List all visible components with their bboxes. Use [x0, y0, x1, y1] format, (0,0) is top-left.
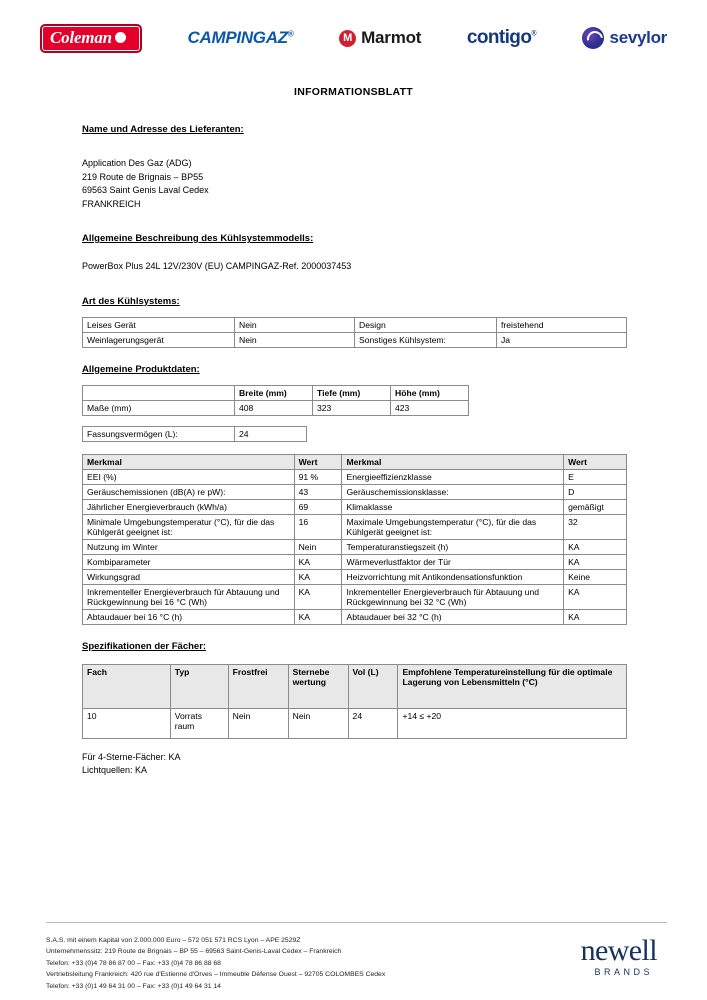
- table-row: [83, 317, 627, 332]
- column-header-width: Breite (mm): [235, 385, 313, 400]
- table-row: [83, 584, 627, 609]
- cell-value: KA: [564, 554, 627, 569]
- supplier-heading: Name und Adresse des Lieferanten:: [82, 124, 244, 135]
- cell-compartment: 10: [83, 708, 171, 738]
- cell-feature: Geräuschemissionsklasse:: [342, 484, 564, 499]
- coleman-logo: [40, 24, 142, 53]
- model-heading: Allgemeine Beschreibung des Kühlsystemmodells:: [82, 233, 314, 244]
- marmot-logo: [339, 28, 421, 48]
- cell-feature: Abtaudauer bei 32 °C (h): [342, 609, 564, 624]
- product-data-heading: Allgemeine Produktdaten:: [82, 363, 200, 375]
- cell-value: KA: [564, 609, 627, 624]
- coleman-logo-dot: [115, 32, 126, 43]
- column-header-height: Höhe (mm): [391, 385, 469, 400]
- table-row: [83, 569, 627, 584]
- marmot-logo-text: Marmot: [361, 28, 422, 47]
- newell-brands-logo: [581, 935, 667, 977]
- cell-value: 408: [235, 400, 313, 415]
- compartment-notes: [82, 751, 667, 778]
- table-row: [83, 708, 627, 738]
- column-header-depth: Tiefe (mm): [313, 385, 391, 400]
- column-header-volume: Vol (L): [348, 664, 398, 708]
- cell-feature: Minimale Umgebungstemperatur (°C), für die das Kühlgerät geeignet ist:: [83, 514, 295, 539]
- footer-divider: [46, 922, 667, 923]
- compartments-table: [82, 664, 627, 739]
- column-header-type: Typ: [170, 664, 228, 708]
- note-line: Lichtquellen: KA: [82, 765, 148, 775]
- cell-feature: Wirkungsgrad: [83, 569, 295, 584]
- cell-value: KA: [564, 584, 627, 609]
- cell-value: Nein: [235, 332, 355, 347]
- cell-value: KA: [564, 539, 627, 554]
- contigo-logo-text: contigo: [466, 27, 532, 48]
- table-row: [83, 514, 627, 539]
- cell-value: 43: [294, 484, 342, 499]
- page-footer: [0, 922, 707, 1000]
- page-title: INFORMATIONSBLATT: [293, 86, 414, 98]
- system-type-table: [82, 317, 627, 348]
- table-header-row: [83, 454, 627, 469]
- cell-label: Leises Gerät: [83, 317, 235, 332]
- cell-value: freistehend: [497, 317, 627, 332]
- cell-value: Ja: [497, 332, 627, 347]
- contigo-registered-mark: ®: [531, 30, 536, 38]
- column-header-value-left: Wert: [294, 454, 342, 469]
- table-row: [83, 609, 627, 624]
- product-data-heading-wrap: [82, 364, 667, 375]
- cell-value: Nein: [235, 317, 355, 332]
- column-header-feature-right: Merkmal: [342, 454, 564, 469]
- newell-logo-text: newell: [580, 933, 657, 967]
- model-value: PowerBox Plus 24L 12V/230V (EU) CAMPINGAZ-Ref. 2000037453: [82, 261, 352, 271]
- coleman-logo-text: Coleman: [50, 27, 112, 47]
- cell-value: gemäßigt: [564, 499, 627, 514]
- footer-line: Telefon: +33 (0)4 78 86 87 00 – Fax: +33 (0)4 78 86 88 68: [46, 959, 221, 967]
- cell-feature: EEI (%): [83, 469, 295, 484]
- cell-label: Design: [355, 317, 497, 332]
- cell-value: Nein: [294, 539, 342, 554]
- footer-line: Vertriebsleitung Frankreich: 420 rue d'Estienne d'Orves – Immeuble Défense Ouest – 92705 COLOMBES Cedex: [46, 971, 386, 978]
- cell-value: 323: [313, 400, 391, 415]
- cell-label-capacity: Fassungsvermögen (L):: [83, 426, 235, 441]
- table-row: [83, 469, 627, 484]
- cell-feature: Kombiparameter: [83, 554, 295, 569]
- cell-value: D: [564, 484, 627, 499]
- cell-value: KA: [294, 584, 342, 609]
- marmot-logo-badge-icon: [339, 30, 356, 47]
- footer-line: Telefon: +33 (0)1 49 64 31 00 – Fax: +33 (0)1 49 64 31 14: [46, 982, 221, 990]
- cell-value: KA: [294, 609, 342, 624]
- cell-feature: Energieeffizienzklasse: [342, 469, 564, 484]
- footer-line: S.A.S. mit einem Kapital von 2.000.000 Euro – 572 051 571 RCS Lyon – APE 2529Z: [46, 936, 301, 944]
- cell-type: Vorrats raum: [170, 708, 228, 738]
- sevylor-logo-text: sevylor: [609, 28, 667, 47]
- table-header-row: [83, 664, 627, 708]
- cell-feature: Inkrementeller Energieverbrauch für Abtauung und Rückgewinnung bei 32 °C (Wh): [342, 584, 564, 609]
- cell-feature: Temperaturanstiegszeit (h): [342, 539, 564, 554]
- system-type-heading-wrap: [82, 296, 667, 307]
- cell-star-rating: Nein: [288, 708, 348, 738]
- cell-label: Maße (mm): [83, 400, 235, 415]
- cell-value: 69: [294, 499, 342, 514]
- supplier-section: [82, 124, 667, 211]
- table-row: [83, 539, 627, 554]
- contigo-logo: [467, 27, 536, 49]
- compartments-heading: Spezifikationen der Fächer:: [82, 640, 207, 652]
- cell-value: E: [564, 469, 627, 484]
- dimensions-table: [82, 385, 469, 416]
- supplier-line: 219 Route de Brignais – BP55: [82, 171, 204, 182]
- footer-line: Unternehmenssitz: 219 Route de Brignais – BP 55 – 69563 Saint-Genis-Laval Cedex – Frankreich: [46, 948, 342, 955]
- table-row: [83, 426, 307, 441]
- column-header-compartment: Fach: [83, 664, 171, 708]
- column-header-feature-left: Merkmal: [83, 454, 295, 469]
- footer-company-info: [46, 935, 385, 993]
- campingaz-logo-text: CAMPINGAZ: [187, 28, 288, 47]
- cell-feature: Nutzung im Winter: [83, 539, 295, 554]
- cell-feature: Klimaklasse: [342, 499, 564, 514]
- column-header-star-rating: Sternebe wertung: [288, 664, 348, 708]
- supplier-line: FRANKREICH: [82, 198, 141, 209]
- cell-feature: Inkrementeller Energieverbrauch für Abtauung und Rückgewinnung bei 16 °C (Wh): [83, 584, 295, 609]
- sevylor-swirl-icon: [582, 27, 604, 49]
- note-line: Für 4-Sterne-Fächer: KA: [82, 751, 181, 762]
- cell-feature: Wärmeverlustfaktor der Tür: [342, 554, 564, 569]
- table-header-row: [83, 385, 469, 400]
- column-header-recommended-temp: Empfohlene Temperatureinstellung für die optimale Lagerung von Lebensmitteln (°C): [398, 664, 627, 708]
- cell-feature: Maximale Umgebungstemperatur (°C), für die das Kühlgerät geeignet ist:: [342, 514, 564, 539]
- cell-recommended-temp: +14 ≤ +20: [398, 708, 627, 738]
- supplier-line: Application Des Gaz (ADG): [82, 158, 192, 168]
- cell-volume: 24: [348, 708, 398, 738]
- campingaz-logo: [188, 28, 294, 48]
- cell-value-capacity: 24: [235, 426, 307, 441]
- cell-value: KA: [294, 554, 342, 569]
- cell-value: 91 %: [294, 469, 342, 484]
- table-row: [83, 499, 627, 514]
- cell-feature: Abtaudauer bei 16 °C (h): [83, 609, 295, 624]
- cell-value: KA: [294, 569, 342, 584]
- cell-frostfree: Nein: [228, 708, 288, 738]
- table-row: [83, 400, 469, 415]
- column-header-frostfree: Frostfrei: [228, 664, 288, 708]
- characteristics-table: [82, 454, 627, 625]
- table-row: [83, 484, 627, 499]
- brand-logo-bar: [40, 16, 667, 60]
- model-section: [82, 233, 667, 274]
- campingaz-registered-mark: ®: [287, 29, 294, 39]
- column-header-blank: [83, 385, 235, 400]
- cell-label: Sonstiges Kühlsystem:: [355, 332, 497, 347]
- supplier-line: 69563 Saint Genis Laval Cedex: [82, 185, 209, 195]
- cell-label: Weinlagerungsgerät: [83, 332, 235, 347]
- cell-value: 16: [294, 514, 342, 539]
- cell-value: Keine: [564, 569, 627, 584]
- newell-logo-subtext: BRANDS: [594, 966, 653, 977]
- cell-feature: Jährlicher Energieverbrauch (kWh/a): [83, 499, 295, 514]
- cell-feature: Geräuschemissionen (dB(A) re pW):: [83, 484, 295, 499]
- column-header-value-right: Wert: [564, 454, 627, 469]
- compartments-heading-wrap: [82, 641, 667, 652]
- table-row: [83, 554, 627, 569]
- cell-value: 423: [391, 400, 469, 415]
- cell-feature: Heizvorrichtung mit Antikondensationsfunktion: [342, 569, 564, 584]
- table-row: [83, 332, 627, 347]
- system-type-heading: Art des Kühlsystems:: [82, 295, 180, 307]
- capacity-table: [82, 426, 307, 442]
- cell-value: 32: [564, 514, 627, 539]
- sevylor-logo: [582, 27, 667, 49]
